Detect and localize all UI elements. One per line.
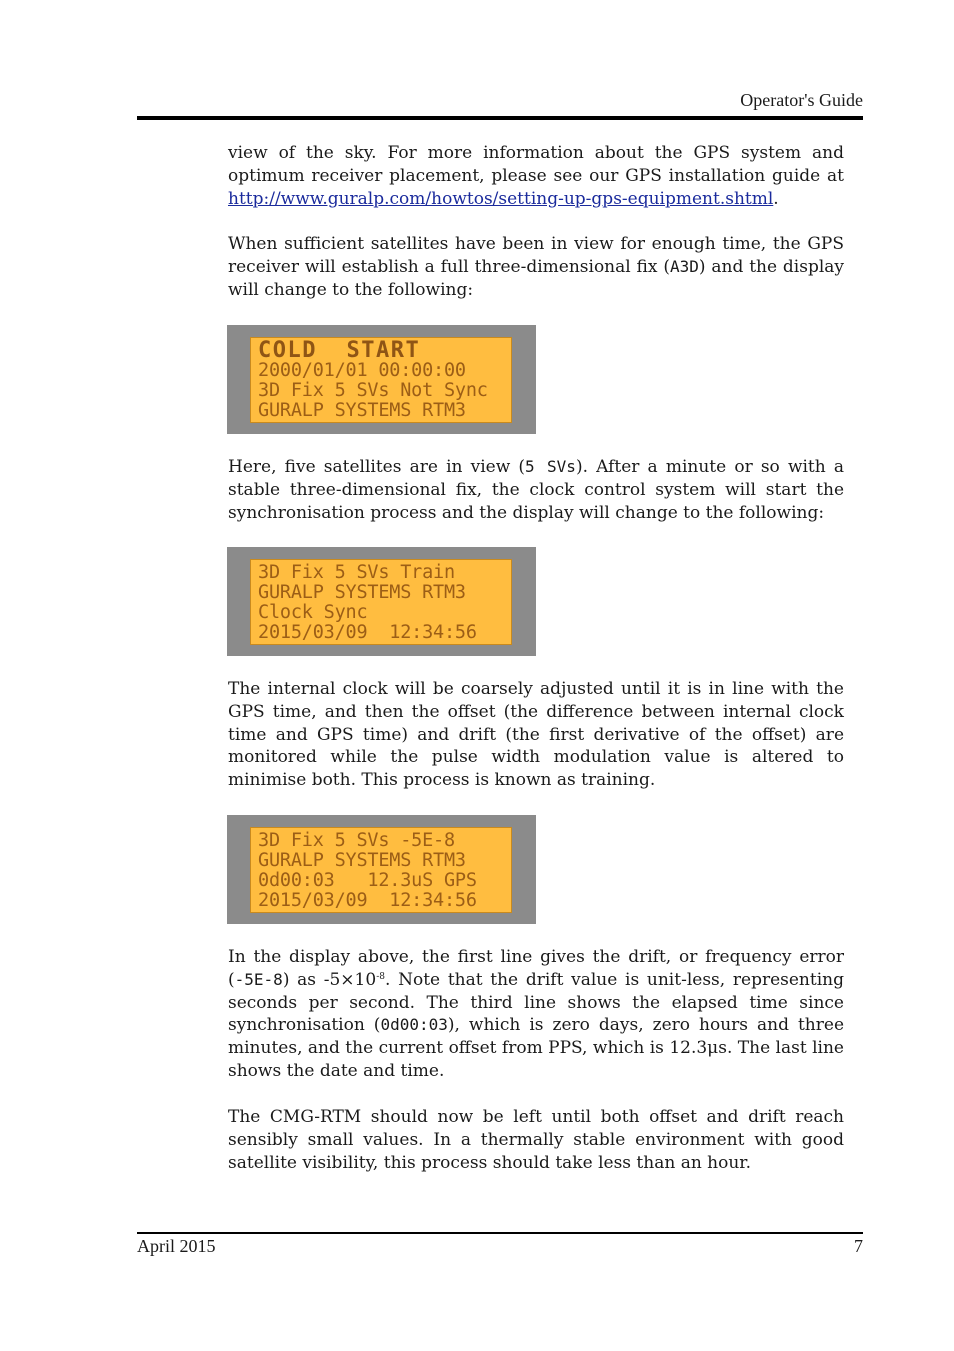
p5-code-drift: -5E-8 [234,969,283,989]
lcd-line-2: GURALP SYSTEMS RTM3 [258,850,466,871]
p3-text-b: ). After a minute or so with a stable three-dimensional fix, the clock control system will start the synchronisation process and the display will change to the following: [228,457,844,523]
p2-code-a3d: A3D [669,256,699,276]
lcd-line-1: 3D Fix 5 SVs -5E-8 [258,830,455,851]
lcd-line-3: Clock Sync [258,602,368,623]
gps-guide-link[interactable]: http://www.guralp.com/howtos/setting-up-gps-equipment.shtml [228,188,774,209]
p1-end: . [773,188,779,209]
p5-text-a: In the display above, the first line gives the drift, or frequency error ( [228,947,844,990]
lcd-screen [250,337,512,423]
p3-code-svs: 5 SVs [525,457,576,476]
paragraph-five-satellites [228,456,844,524]
footer-rule [137,1232,863,1234]
lcd-line-1: COLD START [258,338,421,363]
header-rule [137,116,863,120]
lcd-line-4: 2015/03/09 12:34:56 [258,890,477,911]
p5-text-b: ) as -5×10 [282,969,377,990]
lcd-line-3: 3D Fix 5 SVs Not Sync [258,380,488,401]
lcd-line-3: 0d00:03 12.3uS GPS [258,870,477,891]
lcd-screen [250,827,512,913]
lcd-display-train [227,547,536,656]
paragraph-gps-info [228,142,844,210]
lcd-line-1: 3D Fix 5 SVs Train [258,562,455,583]
paragraph-3d-fix [228,233,844,301]
page-number: 7 [854,1236,863,1256]
lcd-screen [250,559,512,645]
page-header-title: Operator's Guide [740,90,863,110]
lcd-line-4: 2015/03/09 12:34:56 [258,622,477,643]
lcd-display-synced [227,815,536,924]
paragraph-display-explanation [228,946,844,1083]
lcd-line-4: GURALP SYSTEMS RTM3 [258,400,466,421]
lcd-line-2: GURALP SYSTEMS RTM3 [258,582,466,603]
p5-exponent: -8 [376,971,385,982]
p5-text-c: . Note that the drift value is unit-less, representing seconds per second. The third line shows the elapsed time since synchronisation ( [228,969,844,1036]
p2-text-b: ) and the display will change to the following: [228,256,844,300]
paragraph-training: The internal clock will be coarsely adjusted until it is in line with the GPS time, and then the offset (the difference between internal clock time and GPS time) and drift (the first derivative of the offset) are monitored while the pulse width modulation value is altered to minimise both. This process is known as training. [228,679,844,791]
p5-code-elapsed: 0d00:03 [380,1015,448,1035]
p1-text: view of the sky. For more information about the GPS system and optimum receiver placement, please see our GPS installation guide at [228,143,844,186]
lcd-display-cold-start [227,325,536,434]
p3-text-a: Here, five satellites are in view ( [228,457,526,477]
lcd-line-2: 2000/01/01 00:00:00 [258,360,466,381]
p2-text-a: When sufficient satellites have been in view for enough time, the GPS receiver will establish a full three-dimensional fix ( [228,234,844,277]
footer-date: April 2015 [137,1236,216,1256]
paragraph-conclusion: The CMG-RTM should now be left until both offset and drift reach sensibly small values. In a thermally stable environment with good satellite visibility, this process should take less than an hour. [228,1107,844,1173]
p5-text-d: ), which is zero days, zero hours and three minutes, and the current offset from PPS, which is 12.3μs. The last line shows the date and time. [228,1015,845,1081]
